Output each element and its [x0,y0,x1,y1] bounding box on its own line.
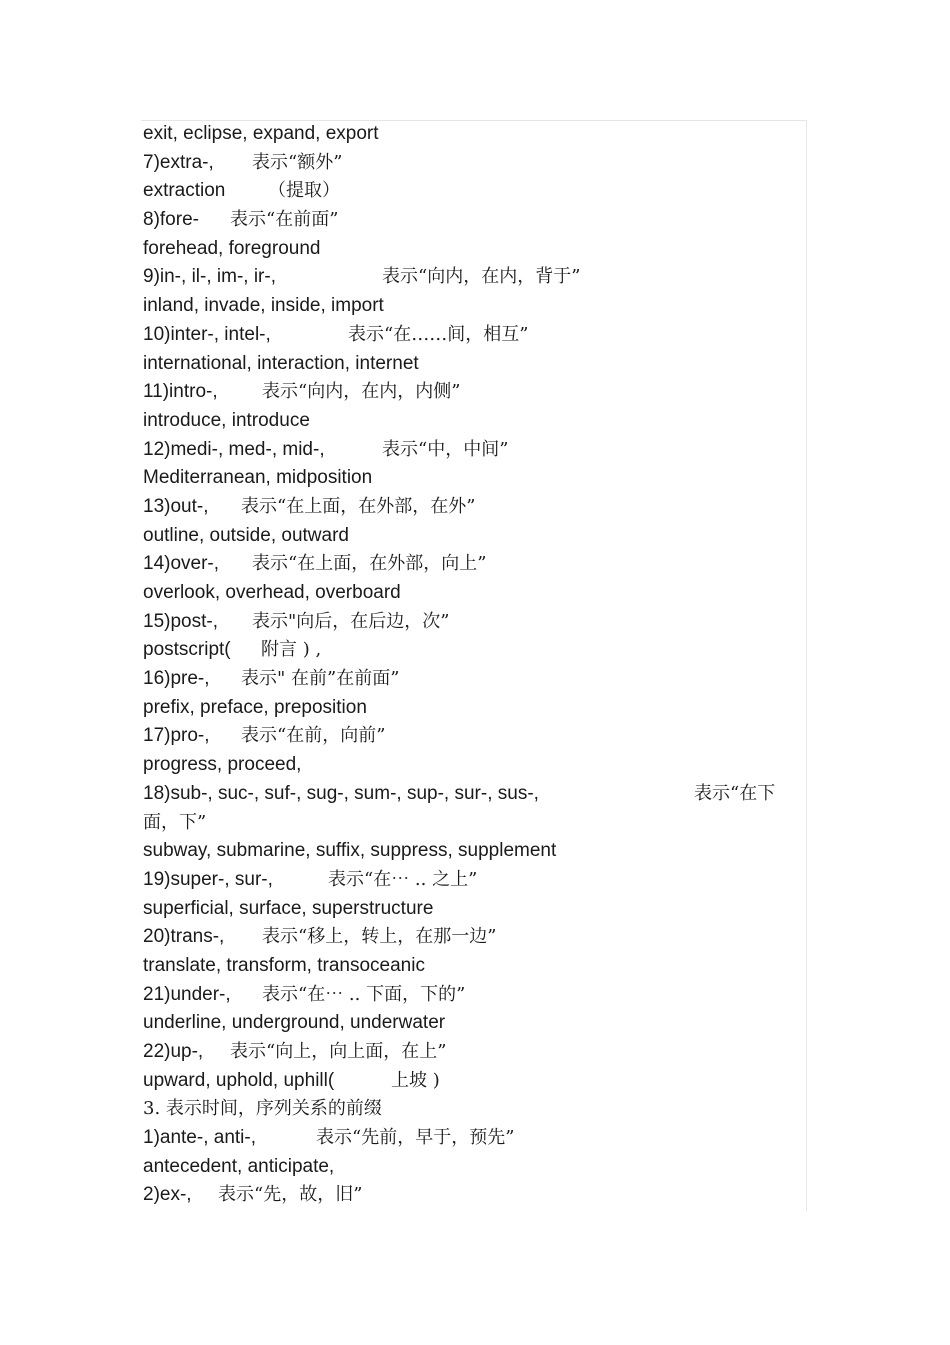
text-line: progress, proceed, [143,754,302,776]
text-line: overlook, overhead, overboard [143,582,401,603]
text-line: 12)medi-, med-, mid-, 表示“中，中间” [143,438,509,460]
text-line: postscript( 附言 ) , [143,639,322,661]
document-body [143,120,803,1210]
text-line: 22)up-, 表示“向上，向上面，在上” [143,1041,447,1062]
text-line: 2)ex-, 表示“先，故，旧” [143,1184,363,1206]
text-line: outline, outside, outward [143,524,349,546]
text-line: 17)pro-, 表示“在前，向前” [143,725,386,747]
text-line: 1)ante-, anti-, 表示“先前，早于，预先” [143,1127,515,1149]
text-line: 20)trans-, 表示“移上，转上，在那一边” [143,926,497,948]
text-line: underline, underground, underwater [143,1012,446,1034]
text-line: upward, uphold, uphill( 上坡 ) [143,1069,440,1091]
text-line: 16)pre-, 表示" 在前”在前面” [143,668,400,690]
text-line: 9)in-, il-, im-, ir-, 表示“向内，在内，背于” [143,266,581,288]
text-line: 21)under-, 表示“在⋯ .. 下面，下的” [143,983,466,1005]
text-line: 10)inter-, intel-, 表示“在……间，相互” [143,323,529,345]
text-line: subway, submarine, suffix, suppress, supplement [143,840,557,862]
text-line: 14)over-, 表示“在上面，在外部，向上” [143,553,487,575]
text-line: Mediterranean, midposition [143,467,373,489]
text-line: 13)out-, 表示“在上面，在外部，在外” [143,495,476,517]
text-line: exit, eclipse, expand, export [143,123,379,144]
text-line: 18)sub-, suc-, suf-, sug-, sum-, sup-, sur-, sus-, 表示“在下 [143,782,776,804]
text-line: 19)super-, sur-, 表示“在⋯ .. 之上” [143,868,478,890]
text-line: superficial, surface, superstructure [143,897,434,919]
section-heading: 3. 表示时间，序列关系的前缀 [143,1098,382,1120]
text-line: international, interaction, internet [143,352,419,374]
text-line: prefix, preface, preposition [143,696,367,718]
text-line: inland, invade, inside, import [143,295,384,317]
text-line: 7)extra-, 表示“额外” [143,151,343,173]
text-line: antecedent, anticipate, [143,1155,335,1177]
text-line: translate, transform, transoceanic [143,954,425,976]
text-line: extraction （提取） [143,180,340,202]
text-line: 8)fore- 表示“在前面” [143,209,339,231]
text-line: 15)post-, 表示"向后，在后边，次” [143,610,450,632]
text-line: 面，下” [143,811,207,833]
text-line: 11)intro-, 表示“向内，在内，内侧” [143,381,461,403]
text-line: forehead, foreground [143,237,321,259]
text-line: introduce, introduce [143,409,310,431]
